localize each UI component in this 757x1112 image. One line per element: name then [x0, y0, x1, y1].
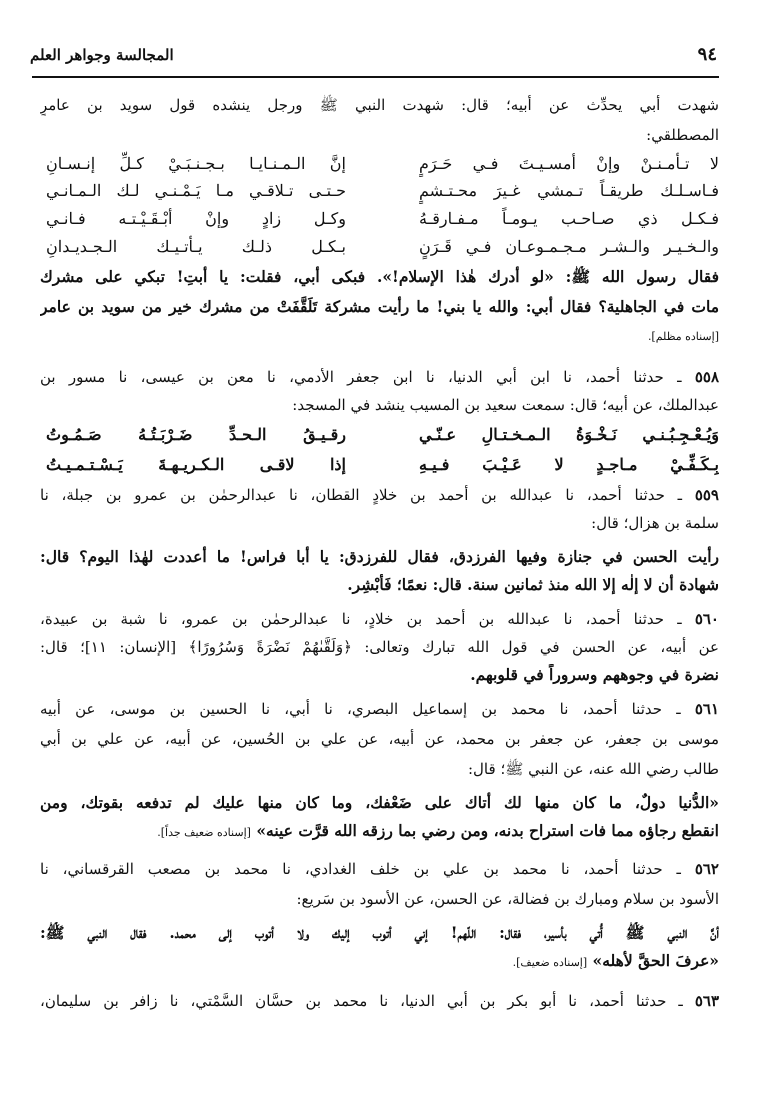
verse-first-hemistich: والـخـيـر والـشـر مـجـمـوعـان فـي قَـرَنٍ: [419, 237, 719, 256]
page-header: [30, 40, 717, 70]
hadith-text: ـ حدثنا أحمد، نا محمد بن إسماعيل البصري، نا أبي، نا الحسين بن موسى، عن أبيه: [40, 700, 681, 718]
verse-second-hemistich: حـتـى تـلاقـي مـا يَـمْـنـي لـك الـمـانـي: [46, 181, 346, 200]
isnad-note: [إسناده ضعيف].: [512, 956, 588, 969]
hadith-line: [40, 990, 719, 1012]
hadith-line: [40, 858, 719, 880]
text-line: مات في الجاهلية؟ فقال أبي: والله يا بني! ما رأيت مشركة تَلَقَّفَتْ من مشرك خير من سويد بن عامر: [40, 297, 719, 316]
verse-second-hemistich: إنَّ الـمـنـايـا بـجـنـبَـيْ كـلِّ إنـسـانِ: [46, 154, 346, 173]
text-run: انقطع رجاؤه مما فات استراح بدنه، ومن رضي بما رزقه الله قرَّت عينه»: [256, 821, 719, 840]
hadith-number: ٥٦١: [694, 700, 719, 718]
verse-row: [40, 151, 719, 177]
hadith-text: ـ حدثنا أحمد، نا محمد بن علي بن خلف الغدادي، نا محمد بن مصعب القرقساني، نا: [40, 860, 681, 878]
hadith-line: [40, 608, 719, 630]
text-line: [40, 950, 719, 974]
running-title: المجالسة وجواهر العلم: [30, 46, 174, 64]
verse-first-hemistich: وَيُـعْـجِـبُـنـي نَـخْـوَةُ الـمـخـتـالِ عـنّـي: [419, 425, 719, 444]
verse-second-hemistich: بـكـل ذلـك يـأتـيـك الـجـديـدانِ: [46, 237, 346, 256]
text-line: طالب رضي الله عنه، عن النبي ﷺ؛ قال:: [467, 760, 719, 778]
text-line: الأسود بن سلام ومبارك بن فضالة، عن الحسن، عن الأسود بن سَريع:: [296, 890, 719, 908]
hadith-number: ٥٦٣: [694, 992, 719, 1010]
hadith-line: [40, 698, 719, 720]
text-line: رأيت الحسن في جنازة وفيها الفرزدق، فقال للفرزدق: يا أبا فراس! ما أعددت لهٰذا اليوم؟ قال:: [40, 547, 719, 566]
hadith-text: ـ حدثنا أحمد، نا أبو بكر بن أبي الدنيا، نا محمد بن حسَّان السَّمْتي، نا زافر بن سليمان،: [40, 992, 683, 1010]
text-line: المصطلقي:: [646, 126, 719, 144]
text-line: شهدت أبي يحدِّث عن أبيه؛ قال: شهدت النبي ﷺ ورجل ينشده قول سويد بن عامرٍ: [40, 96, 719, 114]
verse-first-hemistich: لا تـأمـنـنْ وإنْ أمسـيـتَ فـي حَـرَمٍ: [419, 154, 719, 173]
text-line: عن أبيه، عن الحسن في قول الله تبارك وتعالى: ﴿وَلَقَّىٰهُمْ نَضْرَةً وَسُرُورًا﴾ [الإنسان: ١١]؛ قال:: [40, 638, 719, 656]
verse-first-hemistich: فـاسـلـك طريقـاً تـمشي غـيرَ محـتـشمٍ: [419, 181, 719, 200]
hadith-text: ـ حدثنا أحمد، نا ابن أبي الدنيا، نا ابن جعفر الأدمي، نا معن بن عيسى، نا مسور بن: [40, 368, 682, 386]
verse-row: [40, 234, 719, 260]
verse-second-hemistich: إذا لاقـى الـكـريـهـةَ يَـسْـتـمـيـتُ: [46, 455, 346, 474]
text-line: موسى بن جعفر، عن جعفر بن محمد، عن أبيه، عن علي بن الحُسين، عن أبيه، عن علي بن أبي: [40, 730, 719, 748]
text-line: سلمة بن هزال؛ قال:: [591, 514, 719, 532]
text-line: [40, 820, 719, 844]
isnad-note: [إسناده ضعيف جداً].: [157, 826, 251, 839]
hadith-number: ٥٦٠: [694, 610, 719, 628]
hadith-number: ٥٥٨: [694, 368, 719, 386]
hadith-number: ٥٥٩: [694, 486, 719, 504]
hadith-text: ـ حدثنا أحمد، نا عبدالله بن أحمد بن خلادٍ القطان، نا عبدالرحمٰن بن عمرو بن جبلة، نا: [40, 486, 683, 504]
isnad-note: [إسناده مظلم].: [647, 330, 719, 343]
verse-second-hemistich: رقـيـقُ الـحـدِّ ضَـرْبَـتُـهُ صَـمُـوتُ: [46, 425, 346, 444]
text-line: [40, 324, 719, 348]
hadith-line: [40, 366, 719, 388]
hadith-text: ـ حدثنا أحمد، نا عبدالله بن أحمد بن خلادٍ، نا عبدالرحمٰن بن عمرو، نا شبة بن عبيدة،: [40, 610, 682, 628]
verse-row: [40, 422, 719, 448]
verse-row: [40, 206, 719, 232]
text-line: عبدالملك، عن أبيه؛ قال: سمعت سعيد بن المسيب ينشد في المسجد:: [292, 396, 719, 414]
page-number: ٩٤: [697, 44, 717, 65]
hadith-number: ٥٦٢: [694, 860, 719, 878]
hadith-line: [40, 484, 719, 506]
verse-row: [40, 178, 719, 204]
text-line: نضرة في وجوههم وسروراً في قلوبهم.: [470, 665, 719, 684]
text-line: شهادة أن لا إلٰه إلا الله منذ ثمانين سنة. قال: نعمًا؛ فَأَبْشِر.: [347, 575, 719, 594]
verse-first-hemistich: بِـكَـفِّـيْ مـاجـدٍ لا عَـيْـبَ فـيـهِ: [419, 455, 719, 474]
verse-row: [40, 452, 719, 478]
verse-second-hemistich: وكـل زادٍ وإنْ أبْـقَـيْـتـه فـانـي: [46, 209, 346, 228]
text-line: «الدُّنيا دولٌ، ما كان منها لك أتاك على ضَعْفك، وما كان منها عليك لم تدفعه بقوتك، ومن: [40, 793, 719, 812]
text-line: أنَّ النبي ﷺ أُتي بأسير، فقال: اللّهم! إني أتوب إليك ولا أتوب إلى محمد. فقال النبي ﷺ:: [40, 923, 719, 942]
verse-first-hemistich: فـكـل ذي صـاحـب يـومـاً مـفـارقـهُ: [419, 209, 719, 228]
header-rule: [32, 76, 719, 78]
text-line: فقال رسول الله ﷺ: «لو أدرك هٰذا الإسلام!». فبكى أبي، فقلت: يا أبتِ! تبكي على مشرك: [40, 267, 719, 286]
text-run: «عرفَ الحقَّ لأهله»: [592, 951, 719, 970]
